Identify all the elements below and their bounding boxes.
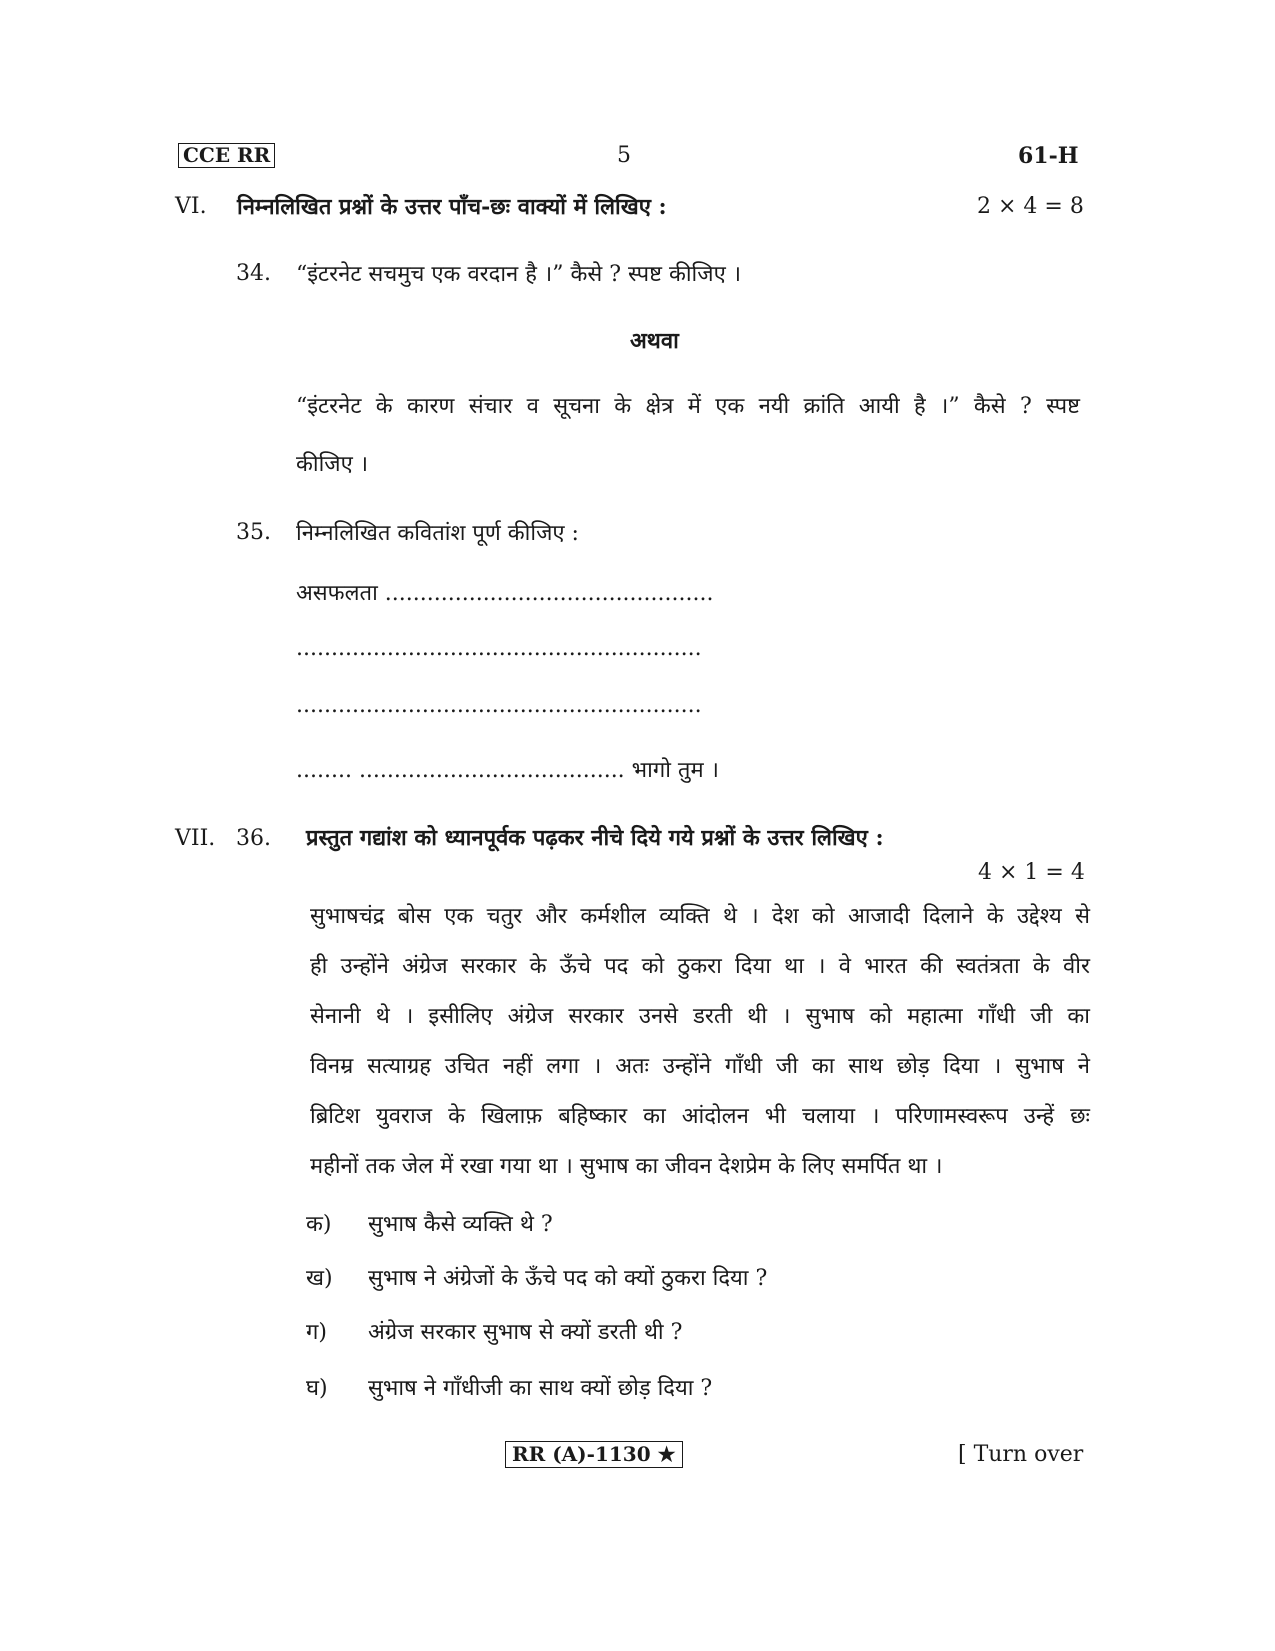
paper-code-right: 61-H	[1018, 143, 1079, 169]
section-7-roman: VII.	[175, 826, 216, 851]
subquestion-text: सुभाष ने गाँधीजी का साथ क्यों छोड़ दिया ?	[368, 1376, 713, 1401]
section-6-roman: VI.	[175, 194, 207, 219]
subquestion-text: सुभाष कैसे व्यक्ति थे ?	[368, 1212, 553, 1237]
section-6-instruction: निम्नलिखित प्रश्नों के उत्तर पाँच-छः वाक्यों में लिखिए :	[237, 194, 667, 220]
question-34-number: 34.	[236, 261, 271, 286]
or-label: अथवा	[630, 328, 679, 354]
question-35-number: 35.	[236, 520, 271, 545]
question-34-alt-line2: कीजिए ।	[296, 452, 369, 477]
subquestion-label: ख)	[306, 1266, 333, 1291]
section-7-instruction: प्रस्तुत गद्यांश को ध्यानपूर्वक पढ़कर नीचे दिये गये प्रश्नों के उत्तर लिखिए :	[306, 825, 884, 851]
passage-line: ब्रिटिश युवराज के खिलाफ़ बहिष्कार का आंदोलन भी चलाया । परिणामस्वरूप उन्हें छः	[310, 1104, 1090, 1129]
passage-line: महीनों तक जेल में रखा गया था । सुभाष का जीवन देशप्रेम के लिए समर्पित था ।	[310, 1154, 943, 1179]
passage	[310, 892, 1090, 1192]
poem-line-4: ........ ...................................... भागो तुम ।	[296, 758, 719, 783]
subquestion-label: क)	[306, 1212, 332, 1237]
question-35-text: निम्नलिखित कवितांश पूर्ण कीजिए :	[296, 521, 579, 546]
subquestion-label: ग)	[306, 1320, 327, 1345]
section-7-marks: 4 × 1 = 4	[978, 860, 1085, 885]
poem-line-1: असफलता ...............................................	[296, 581, 714, 606]
question-34-alt-line1: “इंटरनेट के कारण संचार व सूचना के क्षेत्र में एक नयी क्रांति आयी है ।” कैसे ? स्पष्ट	[296, 394, 1080, 419]
question-34-text: “इंटरनेट सचमुच एक वरदान है ।” कैसे ? स्पष्ट कीजिए ।	[296, 262, 742, 287]
passage-line: विनम्र सत्याग्रह उचित नहीं लगा । अतः उन्होंने गाँधी जी का साथ छोड़ दिया । सुभाष ने	[310, 1054, 1090, 1079]
paper-code-left: CCE RR	[178, 143, 275, 168]
poem-line-2: ..........................................................	[296, 636, 702, 661]
passage-line: सुभाषचंद्र बोस एक चतुर और कर्मशील व्यक्ति थे । देश को आजादी दिलाने के उद्देश्य से	[310, 904, 1090, 929]
section-6-marks: 2 × 4 = 8	[977, 194, 1084, 219]
turn-over: [ Turn over	[958, 1442, 1084, 1467]
question-36-number: 36.	[236, 826, 271, 851]
passage-line: ही उन्होंने अंग्रेज सरकार के ऊँचे पद को ठुकरा दिया था । वे भारत की स्वतंत्रता के वीर	[310, 954, 1090, 979]
passage-line: सेनानी थे । इसीलिए अंग्रेज सरकार उनसे डरती थी । सुभाष को महात्मा गाँधी जी का	[310, 1004, 1090, 1029]
page-number: 5	[617, 143, 631, 168]
subquestion-text: सुभाष ने अंग्रेजों के ऊँचे पद को क्यों ठुकरा दिया ?	[368, 1266, 768, 1291]
subquestion-text: अंग्रेज सरकार सुभाष से क्यों डरती थी ?	[368, 1320, 683, 1345]
poem-line-3: ..........................................................	[296, 693, 702, 718]
subquestion-label: घ)	[306, 1376, 328, 1401]
footer-code: RR (A)-1130 ★	[505, 1441, 683, 1468]
